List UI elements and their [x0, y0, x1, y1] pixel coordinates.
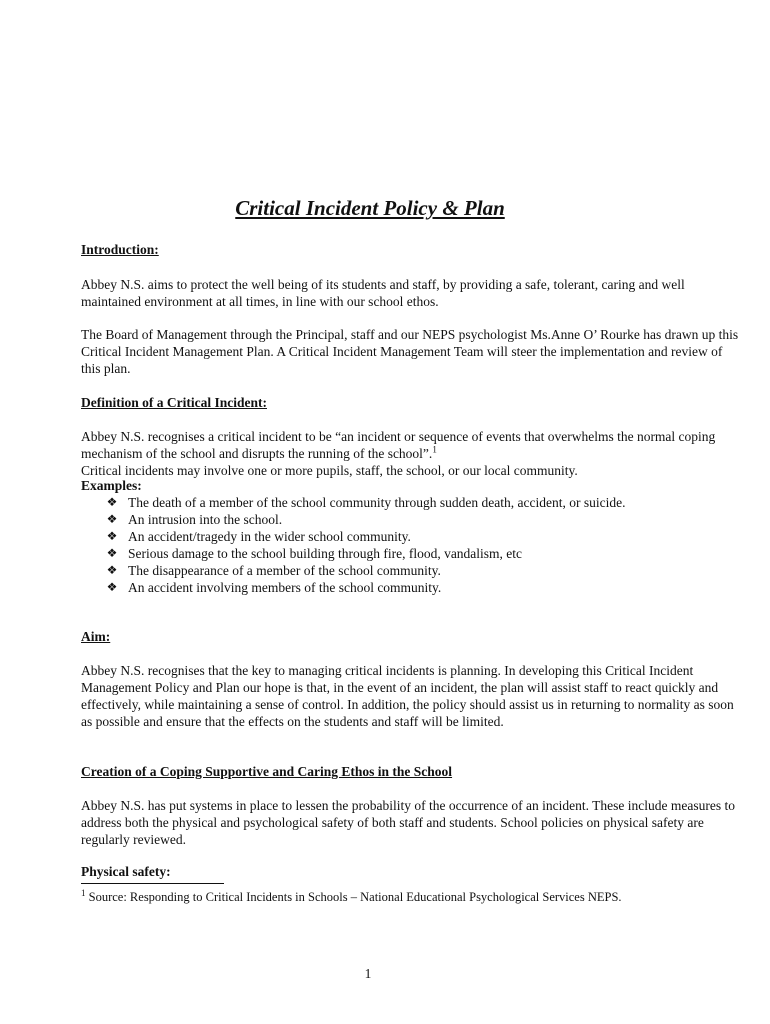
- footnote-reference[interactable]: 1: [432, 444, 437, 455]
- diamond-bullet-icon: ❖: [106, 563, 118, 577]
- list-item-text: An accident involving members of the school community.: [128, 580, 442, 595]
- physical-safety-label: Physical safety:: [81, 864, 171, 879]
- list-item-text: An accident/tragedy in the wider school community.: [128, 529, 411, 544]
- definition-text-1: [81, 428, 741, 462]
- list-item: [104, 528, 664, 545]
- introduction-heading: Introduction:: [81, 242, 159, 257]
- footnote-divider: [81, 883, 224, 884]
- introduction-paragraph-1: [81, 276, 741, 310]
- definition-heading: Definition of a Critical Incident:: [81, 395, 267, 410]
- definition-paragraph: [81, 428, 741, 479]
- document-title-text: Critical Incident Policy & Plan: [235, 196, 505, 220]
- list-item: [104, 562, 664, 579]
- diamond-bullet-icon: ❖: [106, 580, 118, 594]
- examples-label: Examples:: [81, 478, 142, 493]
- page-number: 1: [364, 966, 372, 981]
- aim-text: Abbey N.S. recognises that the key to managing critical incidents is planning. In developing this Critical Incident Management Policy and Plan our hope is that, in the event of an incident, the plan will assist staff to react quickly and effectively, while maintaining a sense of control. In addition, the policy should assist us in returning to normality as soon as possible and ensure that the effects on the students and staff will be limited.: [81, 663, 734, 729]
- aim-paragraph: [81, 662, 741, 730]
- examples-list: [104, 494, 664, 596]
- diamond-bullet-icon: ❖: [106, 495, 118, 509]
- list-item: [104, 511, 664, 528]
- diamond-bullet-icon: ❖: [106, 529, 118, 543]
- ethos-text: Abbey N.S. has put systems in place to lessen the probability of the occurrence of an incident. These include measures to address both the physical and psychological safety of both staff and students. School policies on physical safety are regularly reviewed.: [81, 798, 735, 847]
- introduction-text-1: Abbey N.S. aims to protect the well being of its students and staff, by providing a safe, tolerant, caring and well maintained environment at all times, in line with our school ethos.: [81, 277, 685, 309]
- introduction-paragraph-2: [81, 326, 741, 377]
- introduction-text-2: The Board of Management through the Principal, staff and our NEPS psychologist Ms.Anne O’ Rourke has drawn up this Critical Incident Management Plan. A Critical Incident Management Team will steer the implementation and review of this plan.: [81, 327, 739, 376]
- footnote: [81, 889, 641, 905]
- list-item-text: The disappearance of a member of the school community.: [128, 563, 441, 578]
- list-item-text: An intrusion into the school.: [128, 512, 283, 527]
- list-item: [104, 494, 664, 511]
- definition-quote: Abbey N.S. recognises a critical incident to be “an incident or sequence of events that overwhelms the normal coping mechanism of the school and disrupts the running of the school”.: [81, 429, 716, 461]
- definition-text-2: Critical incidents may involve one or more pupils, staff, the school, or our local community.: [81, 463, 578, 478]
- diamond-bullet-icon: ❖: [106, 546, 118, 560]
- ethos-paragraph: [81, 797, 741, 848]
- list-item-text: The death of a member of the school community through sudden death, accident, or suicide.: [128, 495, 626, 510]
- list-item-text: Serious damage to the school building through fire, flood, vandalism, etc: [128, 546, 523, 561]
- aim-heading: Aim:: [81, 629, 111, 644]
- document-title: [0, 196, 740, 221]
- list-item: [104, 545, 664, 562]
- ethos-heading: Creation of a Coping Supportive and Caring Ethos in the School: [81, 764, 453, 779]
- footnote-text: Source: Responding to Critical Incidents in Schools – National Educational Psychological Services NEPS.: [85, 890, 622, 904]
- footnote-number: 1: [81, 887, 86, 898]
- list-item: [104, 579, 664, 596]
- diamond-bullet-icon: ❖: [106, 512, 118, 526]
